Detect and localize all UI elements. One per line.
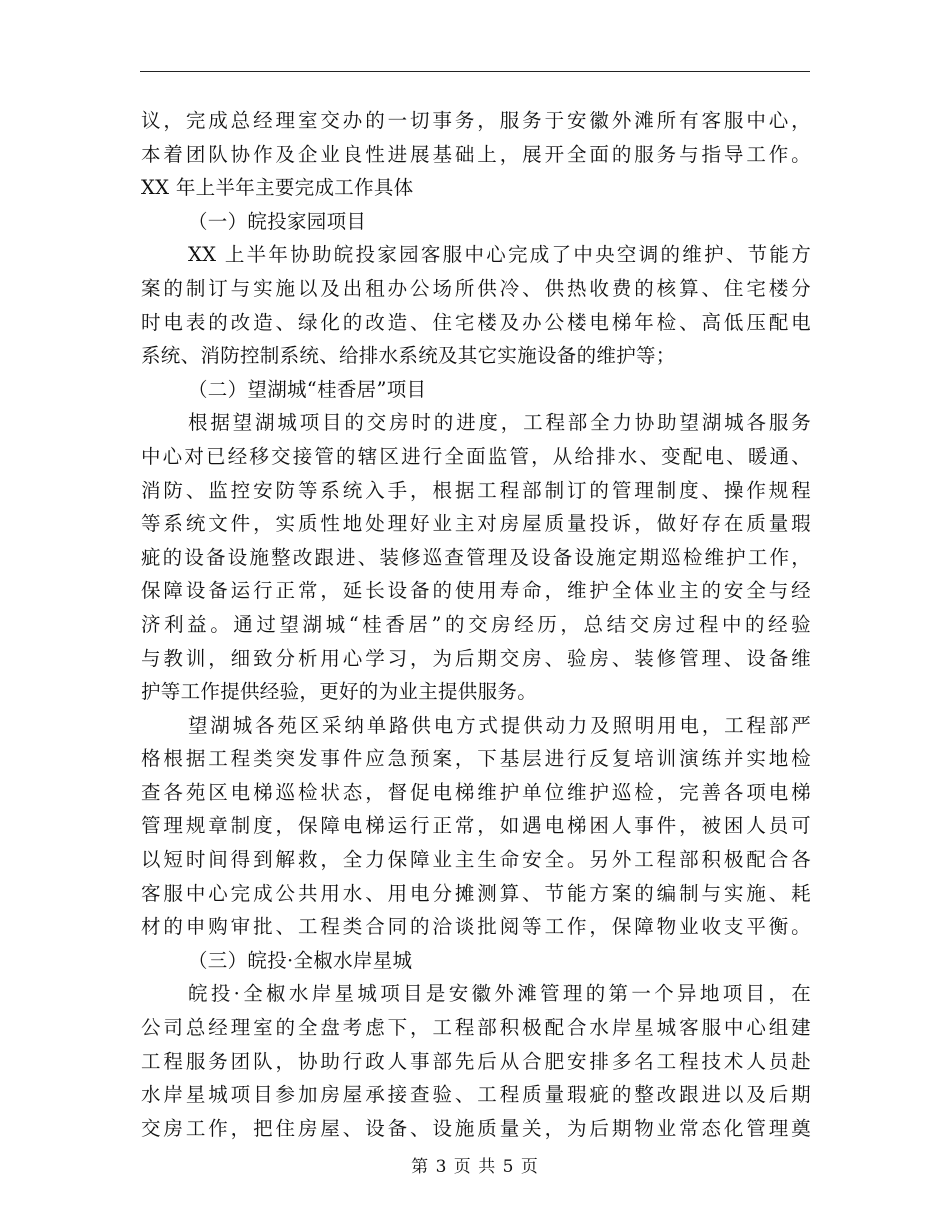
- paragraph-line: 望湖城各苑区采纳单路供电方式提供动力及照明用电，工程部严: [188, 713, 811, 737]
- paragraph-line: 保障设备运行正常，延长设备的使用寿命，维护全体业主的安全与经: [141, 579, 811, 603]
- paragraph-line: 水岸星城项目参加房屋承接查验、工程质量瑕疵的整改跟进以及后期: [141, 1083, 811, 1107]
- paragraph-line: 议，完成总经理室交办的一切事务，服务于安徽外滩所有客服中心，: [141, 109, 811, 132]
- paragraph-line: 案的制订与实施以及出租办公场所供冷、供热收费的核算、住宅楼分: [141, 276, 811, 300]
- section-heading: （二）望湖城“桂香居”项目: [188, 377, 427, 401]
- paragraph-line: 与教训，细致分析用心学习，为后期交房、验房、装修管理、设备维: [141, 646, 811, 670]
- paragraph-line: 时电表的改造、绿化的改造、住宅楼及办公楼电梯年检、高低压配电: [141, 310, 811, 334]
- paragraph-line: 查各苑区电梯巡检状态，督促电梯维护单位维护巡检，完善各项电梯: [141, 780, 811, 804]
- paragraph-line: 护等工作提供经验，更好的为业主提供服务。: [141, 680, 538, 704]
- paragraph-line: 系统、消防控制系统、给排水系统及其它实施设备的维护等；: [141, 344, 676, 368]
- paragraph-line: 以短时间得到解救，全力保障业主生命安全。另外工程部积极配合各: [141, 848, 811, 872]
- paragraph-line: 根据望湖城项目的交房时的进度，工程部全力协助望湖城各服务: [188, 411, 811, 435]
- paragraph-line: 消防、监控安防等系统入手，根据工程部制订的管理制度、操作规程: [141, 478, 811, 502]
- paragraph-line: 本着团队协作及企业良性进展基础上，展开全面的服务与指导工作。: [141, 142, 811, 166]
- paragraph-line: 管理规章制度，保障电梯运行正常，如遇电梯困人事件，被困人员可: [141, 814, 811, 838]
- paragraph-line: 工程服务团队，协助行政人事部先后从合肥安排多名工程技术人员赴: [141, 1049, 811, 1073]
- paragraph-line: 济利益。通过望湖城“桂香居”的交房经历，总结交房过程中的经验: [141, 612, 811, 636]
- paragraph-line: 疵的设备设施整改跟进、装修巡查管理及设备设施定期巡检维护工作，: [141, 545, 811, 569]
- paragraph-line: 等系统文件，实质性地处理好业主对房屋质量投诉，做好存在质量瑕: [141, 512, 811, 536]
- paragraph-line: 格根据工程类突发事件应急预案，下基层进行反复培训演练并实地检: [141, 747, 811, 771]
- section-heading: （三）皖投·全椒水岸星城: [188, 948, 413, 972]
- paragraph-line: 公司总经理室的全盘考虑下，工程部积极配合水岸星城客服中心组建: [141, 1016, 811, 1040]
- paragraph-line: 客服中心完成公共用水、用电分摊测算、节能方案的编制与实施、耗: [141, 881, 811, 905]
- header-rule: [140, 71, 810, 72]
- paragraph-line: XX 上半年协助皖投家园客服中心完成了中央空调的维护、节能方: [188, 243, 811, 267]
- section-heading: （一）皖投家园项目: [188, 209, 367, 233]
- document-body: [141, 104, 811, 1145]
- page-number: 第 3 页 共 5 页: [411, 1157, 539, 1177]
- paragraph-line: 中心对已经移交接管的辖区进行全面监管，从给排水、变配电、暖通、: [141, 444, 811, 468]
- paragraph-line: 交房工作，把住房屋、设备、设施质量关，为后期物业常态化管理奠: [141, 1116, 811, 1140]
- paragraph-line: XX 年上半年主要完成工作具体: [141, 176, 414, 200]
- paragraph-line: 皖投·全椒水岸星城项目是安徽外滩管理的第一个异地项目，在: [188, 982, 811, 1006]
- paragraph-line: 材的申购审批、工程类合同的洽谈批阅等工作，保障物业收支平衡。: [141, 915, 811, 939]
